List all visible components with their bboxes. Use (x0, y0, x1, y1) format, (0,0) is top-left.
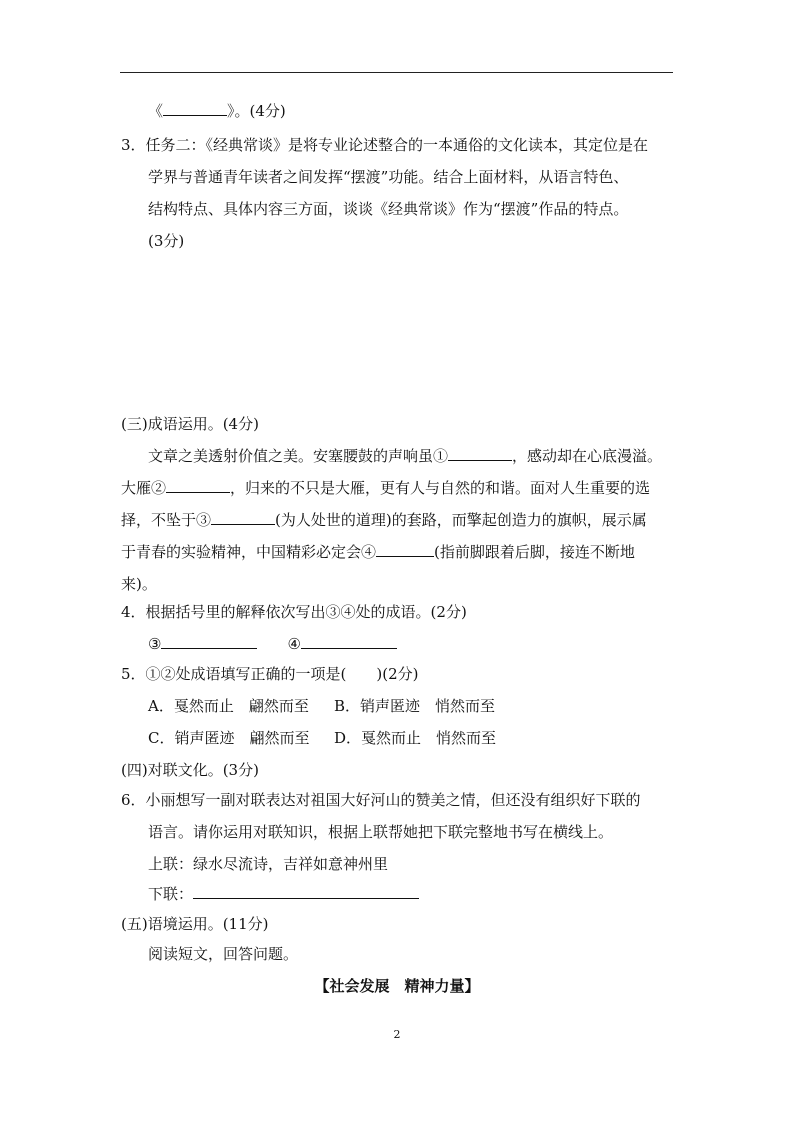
p4-text-a: 于青春的实验精神，中国精彩必定会④ (121, 543, 377, 561)
q4-marker-4: ④ (287, 635, 301, 653)
q4-answer-row (148, 634, 397, 654)
q4-blank-3[interactable] (161, 634, 257, 649)
q3-line-2: 学界与普通青年读者之间发挥“摆渡”功能。结合上面材料，从语言特色、 (148, 168, 629, 186)
blank-4[interactable] (376, 542, 434, 557)
q3-line-3: 结构特点、具体内容三方面，谈谈《经典常谈》作为“摆渡”作品的特点。 (148, 200, 629, 218)
section-title: 【社会发展 精神力量】 (314, 977, 480, 995)
p4-text-b: (指前脚跟着后脚，接连不断地 (434, 543, 635, 561)
part5-instruction: 阅读短文，回答问题。 (148, 945, 299, 963)
blank-2[interactable] (166, 478, 230, 493)
q4-marker-3: ③ (148, 635, 162, 653)
part3-heading: (三)成语运用。(4分) (121, 415, 259, 433)
p1-text-a: 文章之美透射价值之美。安塞腰鼓的声响虽① (148, 447, 449, 465)
q3-line-1: 3．任务二：《经典常谈》是将专业论述整合的一本通俗的文化读本，其定位是在 (121, 136, 649, 154)
q5-option-b[interactable]: B．销声匿迹 悄然而至 (334, 697, 496, 715)
q2-open-bracket: 《 (148, 102, 164, 120)
q5-option-d[interactable]: D．戛然而止 悄然而至 (334, 729, 497, 747)
q6-lower-couplet-row (148, 884, 419, 904)
p1-text-b: ，感动却在心底漫溢。 (512, 447, 663, 465)
q6-upper-couplet: 上联：绿水尽流诗，吉祥如意神州里 (148, 855, 389, 873)
part3-paragraph-line-1 (148, 446, 662, 466)
q6-lower-blank[interactable] (193, 884, 419, 899)
part3-paragraph-line-3 (121, 510, 647, 530)
p3-text-b: (为人处世的道理)的套路，而擎起创造力的旗帜，展示属 (275, 511, 647, 529)
part4-heading: (四)对联文化。(3分) (121, 761, 259, 779)
part3-paragraph-line-4 (121, 542, 635, 562)
part3-paragraph-line-5: 来)。 (121, 575, 157, 593)
part3-paragraph-line-2 (121, 478, 650, 498)
blank-1[interactable] (448, 446, 512, 461)
q2-answer-line (148, 101, 286, 121)
q5-option-a[interactable]: A．戛然而止 翩然而至 (148, 697, 309, 715)
q2-blank[interactable] (163, 101, 227, 116)
q4-text: 4．根据括号里的解释依次写出③④处的成语。(2分) (121, 603, 467, 621)
header-rule (120, 72, 673, 73)
q3-score: (3分) (148, 232, 185, 250)
p2-text-b: ，归来的不只是大雁，更有人与自然的和谐。面对人生重要的选 (230, 479, 651, 497)
q6-line-2: 语言。请你运用对联知识，根据上联帮她把下联完整地书写在横线上。 (148, 823, 614, 841)
blank-3[interactable] (211, 510, 275, 525)
page-number: 2 (393, 1028, 401, 1041)
p2-text-a: 大雁② (121, 479, 167, 497)
q2-score: 》。(4分) (227, 102, 286, 120)
q6-line-1: 6．小丽想写一副对联表达对祖国大好河山的赞美之情，但还没有组织好下联的 (121, 791, 641, 809)
q5-text: 5．①②处成语填写正确的一项是( )(2分) (121, 665, 419, 683)
p3-text-a: 择，不坠于③ (121, 511, 212, 529)
q5-option-c[interactable]: C．销声匿迹 翩然而至 (148, 729, 310, 747)
q4-blank-4[interactable] (301, 634, 397, 649)
part5-heading: (五)语境运用。(11分) (121, 915, 269, 933)
q6-lower-label: 下联： (148, 885, 194, 903)
